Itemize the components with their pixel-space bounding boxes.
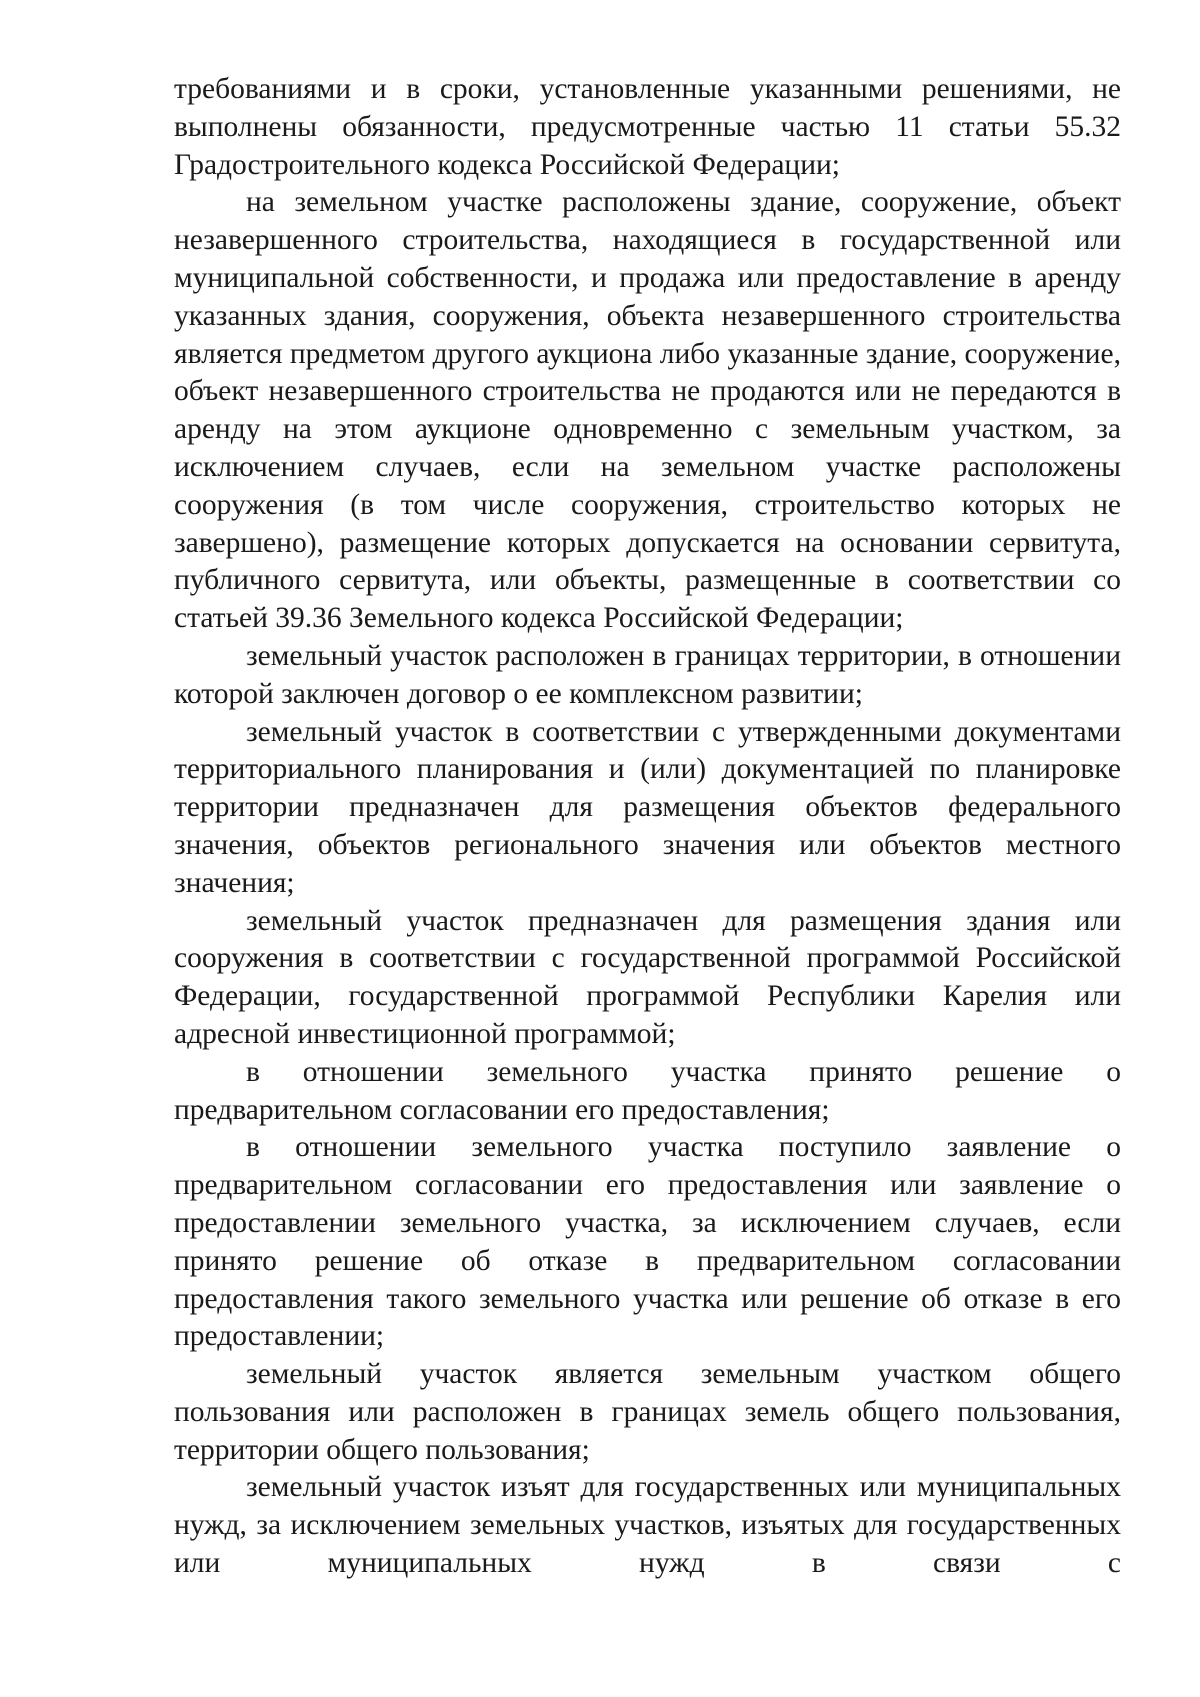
paragraph-2: на земельном участке расположены здание, сооружение, объект незавершенного строительства, находящиеся в государственной или муниципальной собственности, и продажа или предоставление в аренду указанных здания, сооружения, объекта незавершенного строительства является предметом другого аукциона либо указанные здание, сооружение, объект незавершенного строительства не продаются или не передаются в аренду на этом аукционе одновременно с земельным участком, за исключением случаев, если на земельном участке расположены сооружения (в том числе сооружения, строительство которых не завершено), размещение которых допускается на основании сервитута, публичного сервитута, или объекты, размещенные в соответствии со статьей 39.36 Земельного кодекса Российской Федерации; <box>174 186 1121 635</box>
paragraph-8: земельный участок является земельным участком общего пользования или расположен в границах земель общего пользования, территории общего пользования; <box>174 1358 1121 1466</box>
paragraph-5: земельный участок предназначен для размещения здания или сооружения в соответствии с государственной программой Российской Федерации, государственной программой Республики Карелия или адресной инвестиционной программой; <box>174 904 1121 1050</box>
document-page <box>174 71 1121 1671</box>
paragraph-7: в отношении земельного участка поступило заявление о предварительном согласовании его предоставления или заявление о предоставлении земельного участка, за исключением случаев, если принято решение об отказе в предварительном согласовании предоставления такого земельного участка или решение об отказе в его предоставлении; <box>174 1131 1121 1353</box>
paragraph-1: требованиями и в сроки, установленные указанными решениями, не выполнены обязанности, предусмотренные частью 11 статьи 55.32 Градостроительного кодекса Российской Федерации; <box>174 73 1121 181</box>
paragraph-6: в отношении земельного участка принято решение о предварительном согласовании его предоставления; <box>174 1055 1121 1126</box>
paragraph-3: земельный участок расположен в границах территории, в отношении которой заключен договор о ее комплексном развитии; <box>174 639 1121 710</box>
paragraph-4: земельный участок в соответствии с утвержденными документами территориального планирования и (или) документацией по планировке территории предназначен для размещения объектов федерального значения, объектов регионального значения или объектов местного значения; <box>174 715 1121 899</box>
paragraph-9: земельный участок изъят для государственных или муниципальных нужд, за исключением земельных участков, изъятых для государственных или муниципальных нужд в связи с <box>174 1471 1121 1580</box>
